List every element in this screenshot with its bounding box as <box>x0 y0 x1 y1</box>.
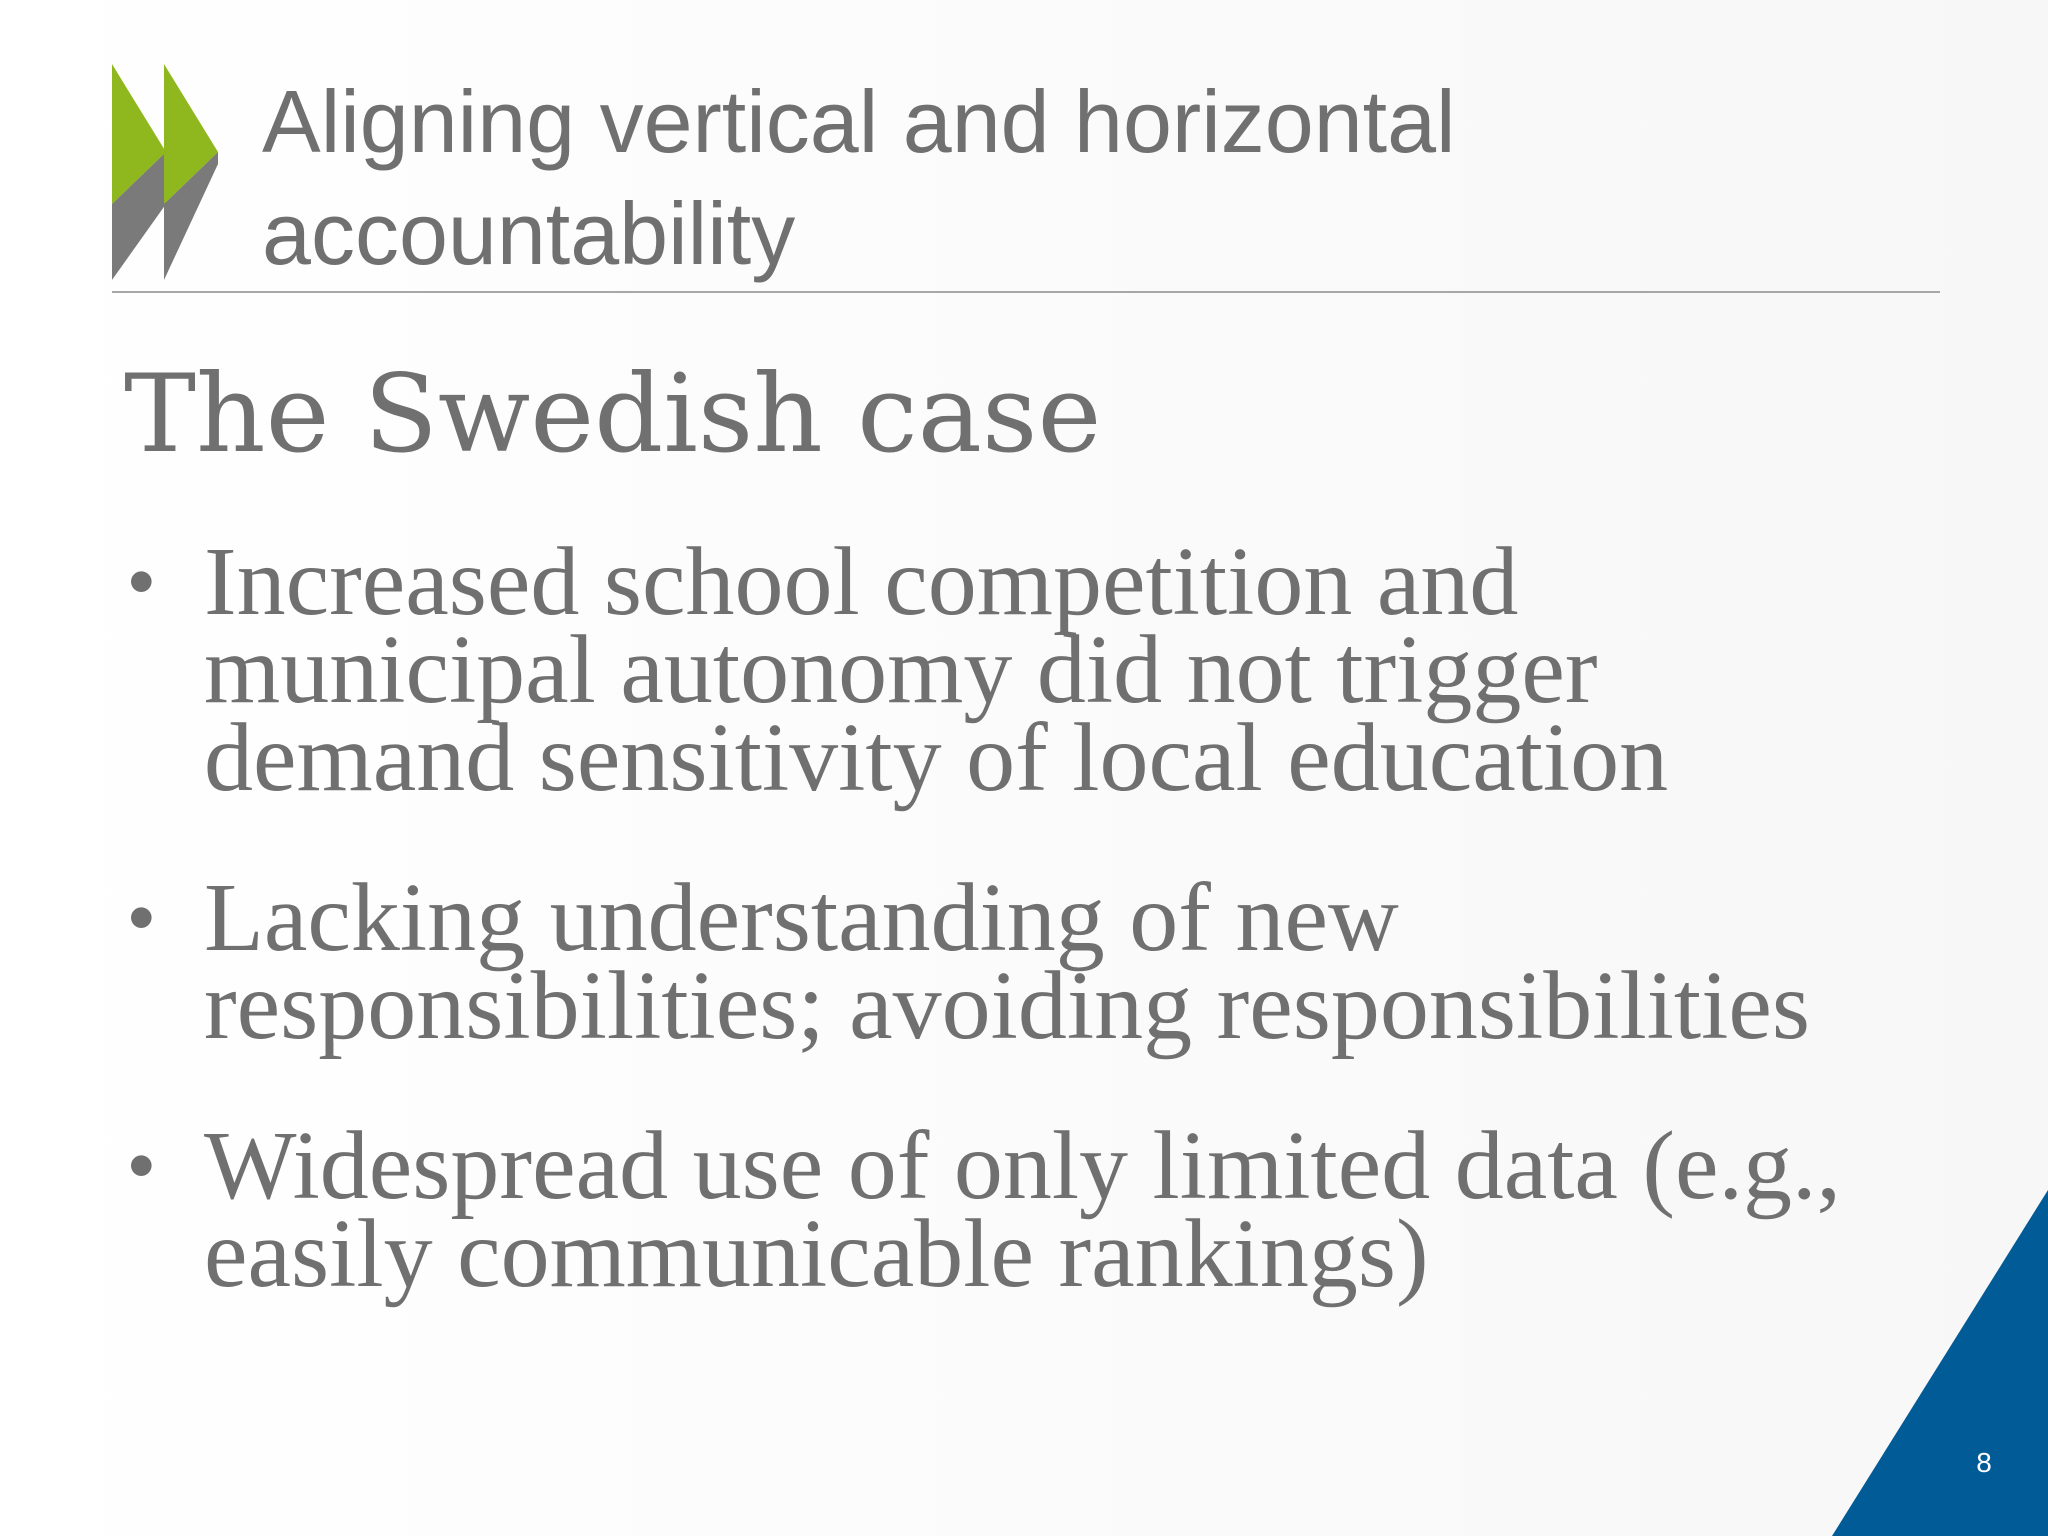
header-divider <box>112 291 1940 293</box>
section-title: The Swedish case <box>124 352 1102 477</box>
bullet-dot-icon: • <box>128 539 155 624</box>
bullet-item <box>124 1112 1924 1308</box>
corner-triangle-decoration <box>1832 1190 2048 1536</box>
bullet-line: Increased school competition and <box>204 528 1519 636</box>
bullet-item <box>124 864 1924 1060</box>
bullet-line: Lacking understanding of new <box>204 864 1399 972</box>
header-title: Aligning vertical and horizontal accountability <box>262 72 1456 283</box>
bullet-line: municipal autonomy did not trigger <box>204 616 1598 724</box>
bullet-dot-icon: • <box>128 1123 155 1208</box>
bullet-list <box>124 528 1924 1370</box>
page-number: 8 <box>1976 1447 1992 1478</box>
bullet-line: demand sensitivity of local education <box>204 704 1669 812</box>
bullet-line: easily communicable rankings) <box>204 1200 1429 1308</box>
bullet-item <box>124 528 1924 812</box>
bullet-line: Widespread use of only limited data (e.g., <box>204 1112 1842 1220</box>
bullet-dot-icon: • <box>128 875 155 960</box>
corner-triangle-shape <box>1832 1190 2048 1536</box>
oecd-chevron-logo-icon <box>112 64 218 280</box>
bullet-line: responsibilities; avoiding responsibilities <box>204 952 1810 1060</box>
